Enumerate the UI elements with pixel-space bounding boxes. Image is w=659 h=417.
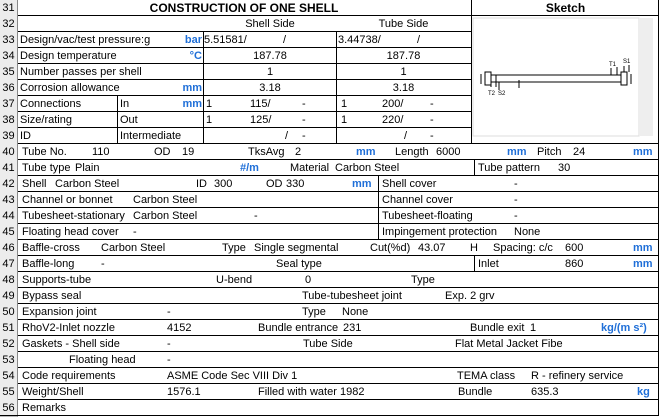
- row-42: [0, 176, 659, 192]
- row-49: [0, 288, 659, 304]
- grid-line: [18, 175, 659, 176]
- label-supports-tube: Supports-tube: [22, 274, 92, 286]
- pitch-value[interactable]: 24: [573, 146, 586, 158]
- label-length: Length: [395, 146, 429, 158]
- label-shell-cover: Shell cover: [382, 178, 437, 190]
- label-tube-type: Tube type: [22, 162, 71, 174]
- row-55: [0, 384, 659, 400]
- row-number: 49: [0, 288, 18, 305]
- row-number: 38: [0, 112, 18, 129]
- bundle-exit-value[interactable]: 1: [530, 322, 537, 334]
- row-46: [0, 240, 659, 256]
- baffle-cross-material[interactable]: Carbon Steel: [101, 242, 166, 254]
- row-number: 39: [0, 128, 18, 145]
- label-baffle-long: Baffle-long: [22, 258, 75, 270]
- row-number: 37: [0, 96, 18, 113]
- tube-tubesheet-joint-value[interactable]: Exp. 2 grv: [445, 290, 495, 302]
- tube-pattern-value[interactable]: 30: [558, 162, 571, 174]
- material-value[interactable]: Carbon Steel: [335, 162, 400, 174]
- label-shell-id: ID: [196, 178, 207, 190]
- label-seal-type: Seal type: [276, 258, 322, 270]
- row-number: 52: [0, 336, 18, 353]
- label-in: In: [120, 98, 130, 110]
- label-id: ID: [20, 130, 31, 142]
- label-design-pressure: Design/vac/test pressure:g: [20, 34, 151, 46]
- exchanger-sketch: [471, 16, 657, 143]
- label-shell: Shell: [22, 178, 47, 190]
- label-shell-od: OD: [266, 178, 283, 190]
- unit-mm: mm: [507, 146, 527, 158]
- grid-line: [378, 176, 379, 240]
- unit-mm: mm: [633, 258, 653, 270]
- tubesheet-floating-value[interactable]: -: [514, 210, 518, 222]
- tube-out-rating[interactable]: -: [430, 114, 434, 126]
- unit-kg-m-s2: kg/(m s²): [601, 322, 647, 334]
- tube-int-rating[interactable]: -: [430, 130, 434, 142]
- tube-side-header: Tube Side: [378, 18, 429, 30]
- grid-line: [203, 32, 204, 144]
- tube-in-count[interactable]: 1: [341, 98, 348, 110]
- row-number: 43: [0, 192, 18, 209]
- grid-line: [18, 111, 471, 112]
- label-tubesheet-stationary: Tubesheet-stationary: [22, 210, 125, 222]
- grid-line: [336, 32, 337, 144]
- row-number: 33: [0, 32, 18, 49]
- unit-mm: mm: [182, 98, 202, 110]
- row-number: 32: [0, 16, 18, 33]
- tube-in-size[interactable]: 200/: [382, 98, 404, 110]
- grid-line: [117, 96, 118, 144]
- unit-mm: mm: [182, 82, 202, 94]
- shell-in-rating[interactable]: -: [302, 98, 306, 110]
- unit-kg: kg: [637, 386, 650, 398]
- tks-avg-value[interactable]: 2: [295, 146, 302, 158]
- label-baffle-cross: Baffle-cross: [22, 242, 80, 254]
- row-number: 48: [0, 272, 18, 289]
- sketch-title: Sketch: [545, 1, 586, 15]
- label-inlet: Inlet: [478, 258, 499, 270]
- label-size-rating: Size/rating: [20, 114, 72, 126]
- grid-line: [18, 95, 471, 96]
- shell-pressure[interactable]: 5.51581/: [204, 34, 247, 46]
- row-45: [0, 224, 659, 240]
- label-bypass-seal: Bypass seal: [22, 290, 82, 302]
- length-value[interactable]: 6000: [436, 146, 461, 158]
- row-number: 56: [0, 400, 18, 417]
- label-tubesheet-floating: Tubesheet-floating: [382, 210, 473, 222]
- label-bundle-entrance: Bundle entrance: [258, 322, 339, 334]
- grid-line: [18, 303, 659, 304]
- tube-in-rating[interactable]: -: [430, 98, 434, 110]
- unit-mm: mm: [633, 146, 653, 158]
- unit-per-m: #/m: [240, 162, 259, 174]
- shell-pressure-sep: /: [283, 34, 287, 46]
- cut-value[interactable]: 43.07: [418, 242, 446, 254]
- label-bundle-exit: Bundle exit: [470, 322, 525, 334]
- impingement-value[interactable]: None: [514, 226, 541, 238]
- label-channel-cover: Channel cover: [382, 194, 453, 206]
- unit-mm: mm: [633, 242, 653, 254]
- row-31: [0, 0, 659, 16]
- grid-line: [18, 399, 659, 400]
- tema-class-value[interactable]: R - refinery service: [531, 370, 624, 382]
- label-remarks: Remarks: [22, 402, 67, 414]
- tubesheet-stationary-material[interactable]: Carbon Steel: [133, 210, 198, 222]
- unit-bar: bar: [184, 34, 202, 46]
- bundle-entrance-value[interactable]: 231: [343, 322, 362, 334]
- label-u-bend: U-bend: [216, 274, 253, 286]
- label-material: Material: [290, 162, 330, 174]
- row-51: [0, 320, 659, 336]
- label-channel: Channel or bonnet: [22, 194, 113, 206]
- label-filled-water: Filled with water: [258, 386, 337, 398]
- grid-line: [18, 127, 471, 128]
- row-number: 31: [0, 0, 18, 17]
- label-tube-no: Tube No.: [22, 146, 67, 158]
- grid-line: [18, 335, 659, 336]
- expansion-joint-value[interactable]: -: [167, 306, 171, 318]
- grid-line: [18, 383, 659, 384]
- tube-int-size[interactable]: /: [404, 130, 408, 142]
- row-number: 44: [0, 208, 18, 225]
- shell-in-size[interactable]: 115/: [250, 98, 271, 110]
- grid-line: [18, 367, 659, 368]
- grid-line: [18, 351, 659, 352]
- unit-mm: mm: [356, 146, 376, 158]
- inlet-value[interactable]: 860: [565, 258, 584, 270]
- row-number: 41: [0, 160, 18, 177]
- grid-line: [474, 160, 475, 176]
- row-50: [0, 304, 659, 320]
- row-54: [0, 368, 659, 384]
- expansion-type-value[interactable]: None: [342, 306, 369, 318]
- grid-line: [18, 143, 659, 144]
- row-44: [0, 208, 659, 224]
- shell-cover-value[interactable]: -: [514, 178, 518, 190]
- unit-mm: mm: [352, 178, 372, 190]
- tube-pressure[interactable]: 3.44738/: [338, 34, 381, 46]
- channel-material[interactable]: Carbon Steel: [133, 194, 198, 206]
- label-floating-head-cover: Floating head cover: [22, 226, 119, 238]
- od-value[interactable]: 19: [182, 146, 195, 158]
- row-56: [0, 400, 659, 416]
- row-number: 51: [0, 320, 18, 337]
- row-47: [0, 256, 659, 272]
- weight-shell-value[interactable]: 1576.1: [167, 386, 201, 398]
- row-number: 42: [0, 176, 18, 193]
- shell-corrosion[interactable]: 3.18: [259, 82, 281, 94]
- label-pitch: Pitch: [537, 146, 562, 158]
- label-design-temperature: Design temperature: [20, 50, 117, 62]
- label-od: OD: [154, 146, 171, 158]
- shell-int-size[interactable]: /: [285, 130, 289, 142]
- shell-out-count[interactable]: 1: [206, 114, 213, 126]
- label-tema-class: TEMA class: [457, 370, 516, 382]
- shell-material[interactable]: Carbon Steel: [55, 178, 120, 190]
- label-passes: Number passes per shell: [20, 66, 142, 78]
- label-rhov2-inlet: RhoV2-Inlet nozzle: [22, 322, 115, 334]
- gaskets-tube-value[interactable]: Flat Metal Jacket Fibe: [455, 338, 563, 350]
- label-bundle: Bundle: [458, 386, 493, 398]
- row-number: 40: [0, 144, 18, 161]
- grid-line: [18, 255, 659, 256]
- grid-line: [18, 319, 659, 320]
- label-spacing: Spacing: c/c: [493, 242, 553, 254]
- row-41: [0, 160, 659, 176]
- section-title: CONSTRUCTION OF ONE SHELL: [149, 1, 339, 15]
- grid-line: [18, 271, 659, 272]
- shell-out-rating[interactable]: -: [302, 114, 306, 126]
- tube-no-value[interactable]: 110: [92, 146, 110, 158]
- shell-temperature[interactable]: 187.78: [253, 50, 287, 62]
- baffle-type-value[interactable]: Single segmental: [254, 242, 339, 254]
- shell-side-header: Shell Side: [245, 18, 295, 30]
- spacing-value[interactable]: 600: [565, 242, 584, 254]
- label-tube-tubesheet-joint: Tube-tubesheet joint: [302, 290, 402, 302]
- label-cut: Cut(%d): [370, 242, 411, 254]
- gaskets-shell-value[interactable]: -: [167, 338, 171, 350]
- rhov2-inlet-value[interactable]: 4152: [167, 322, 192, 334]
- tube-type-value[interactable]: Plain: [75, 162, 100, 174]
- u-bend-value[interactable]: 0: [305, 274, 312, 286]
- row-number: 34: [0, 48, 18, 65]
- label-weight-shell: Weight/Shell: [22, 386, 84, 398]
- shell-int-rating[interactable]: -: [302, 130, 306, 142]
- grid-line: [18, 191, 659, 192]
- svg-text:S2: S2: [498, 91, 506, 97]
- label-tube-pattern: Tube pattern: [478, 162, 540, 174]
- label-code-requirements: Code requirements: [22, 370, 116, 382]
- grid-line: [474, 256, 475, 272]
- label-out: Out: [120, 114, 138, 126]
- grid-line: [18, 159, 659, 160]
- shell-out-size[interactable]: 125/: [250, 114, 272, 126]
- label-connections: Connections: [20, 98, 82, 110]
- label-impingement: Impingement protection: [382, 226, 497, 238]
- svg-text:T1: T1: [609, 62, 617, 68]
- label-baffle-type: Type: [222, 242, 246, 254]
- tube-out-count[interactable]: 1: [341, 114, 348, 126]
- cut-orientation: H: [470, 242, 478, 254]
- row-48: [0, 272, 659, 288]
- row-number: 55: [0, 384, 18, 401]
- label-floating-head: Floating head: [69, 354, 136, 366]
- grid-line: [18, 287, 659, 288]
- svg-text:T2: T2: [488, 91, 496, 97]
- label-corrosion: Corrosion allowance: [20, 82, 120, 94]
- row-number: 50: [0, 304, 18, 321]
- baffle-long-value[interactable]: -: [101, 258, 105, 270]
- grid-line: [18, 31, 471, 32]
- label-expansion-type: Type: [302, 306, 326, 318]
- row-40: [0, 144, 659, 160]
- grid-line: [18, 223, 659, 224]
- row-number: 47: [0, 256, 18, 273]
- shell-passes[interactable]: 1: [266, 66, 274, 78]
- label-tks-avg: TksAvg: [248, 146, 285, 158]
- row-number: 53: [0, 352, 18, 369]
- shell-id-value[interactable]: 300: [214, 178, 233, 190]
- label-gaskets-tube: Tube Side: [303, 338, 353, 350]
- row-number: 36: [0, 80, 18, 97]
- filled-water-value[interactable]: 1982: [340, 386, 365, 398]
- row-53: [0, 352, 659, 368]
- label-intermediate: Intermediate: [120, 130, 182, 142]
- row-number: 46: [0, 240, 18, 257]
- row-43: [0, 192, 659, 208]
- row-52: [0, 336, 659, 352]
- tube-passes[interactable]: 1: [400, 66, 407, 78]
- bundle-weight-value[interactable]: 635.3: [531, 386, 559, 398]
- row-number: 54: [0, 368, 18, 385]
- grid-line: [18, 207, 659, 208]
- floating-head-cover-value[interactable]: -: [133, 226, 137, 238]
- grid-line: [18, 79, 471, 80]
- shell-in-count[interactable]: 1: [206, 98, 213, 110]
- tubesheet-stationary-dash: -: [254, 210, 258, 222]
- tube-out-size[interactable]: 220/: [382, 114, 404, 126]
- grid-line: [18, 239, 659, 240]
- tube-corrosion[interactable]: 3.18: [392, 82, 415, 94]
- label-gaskets-shell: Gaskets - Shell side: [22, 338, 120, 350]
- label-support-type: Type: [411, 274, 435, 286]
- tube-pressure-sep: /: [417, 34, 421, 46]
- channel-cover-value[interactable]: -: [514, 194, 518, 206]
- tube-temperature[interactable]: 187.78: [386, 50, 421, 62]
- grid-line: [18, 63, 471, 64]
- code-requirements-value[interactable]: ASME Code Sec VIII Div 1: [167, 370, 298, 382]
- unit-celsius: °C: [189, 50, 202, 62]
- grid-line: [18, 47, 471, 48]
- row-number: 45: [0, 224, 18, 241]
- shell-od-value[interactable]: 330: [286, 178, 305, 190]
- floating-head-value[interactable]: -: [167, 354, 171, 366]
- svg-text:S1: S1: [623, 59, 631, 65]
- row-number: 35: [0, 64, 18, 81]
- label-expansion-joint: Expansion joint: [22, 306, 97, 318]
